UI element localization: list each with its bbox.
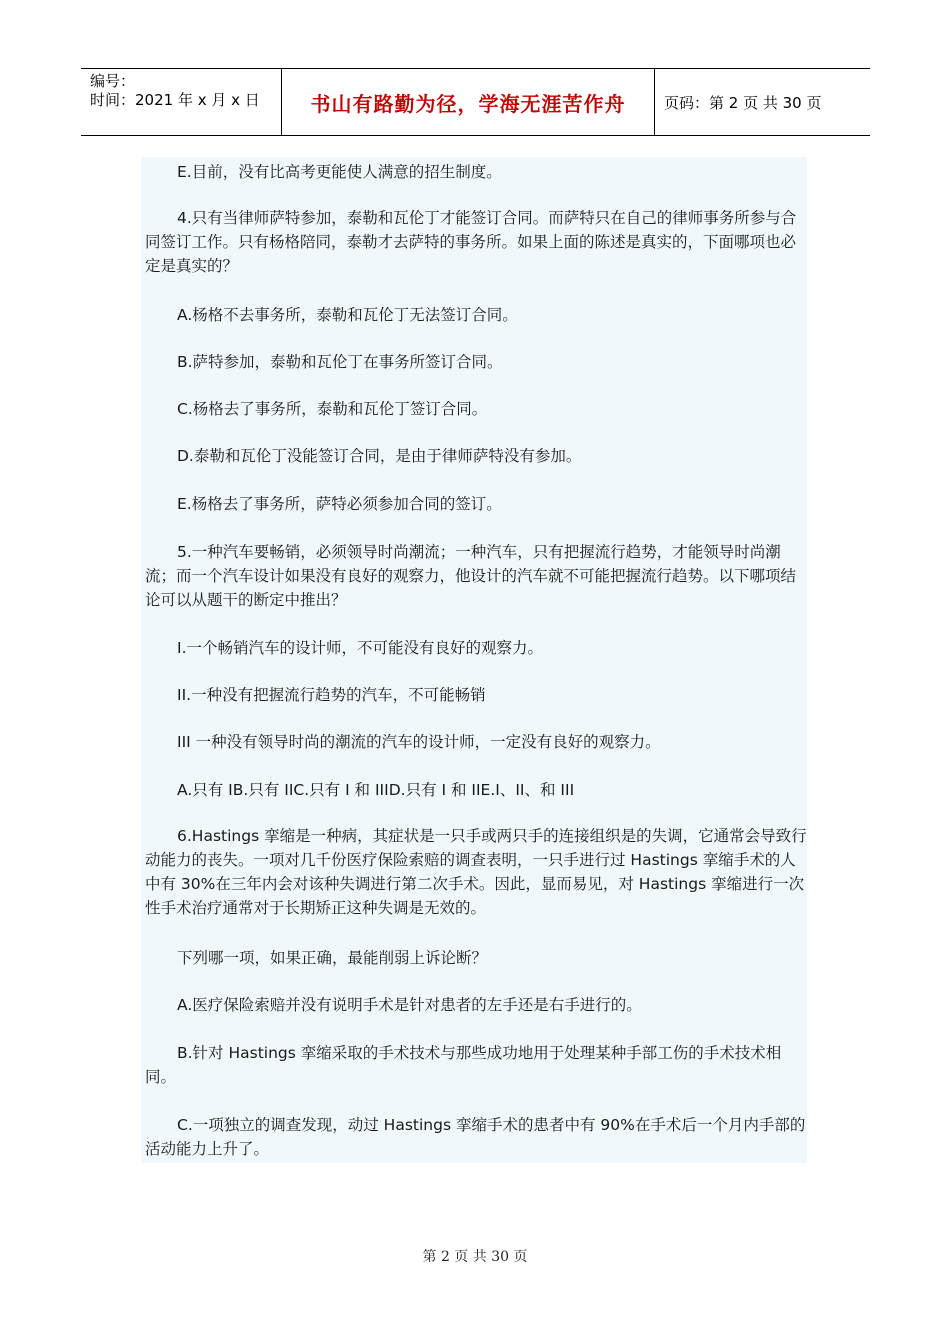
paragraph: III 一种没有领导时尚的潮流的汽车的设计师，一定没有良好的观察力。	[177, 733, 661, 751]
paragraph: C.一项独立的调查发现，动过 Hastings 挛缩手术的患者中有 90%在手术后一个月内手部的活动能力上升了。	[145, 1116, 806, 1158]
paragraph: A.只有 IB.只有 IIC.只有 I 和 IIID.只有 I 和 IIE.I、II、和 III	[177, 781, 575, 799]
header-motto-cell	[281, 69, 655, 135]
page-info: 页码：第 2 页 共 30 页	[664, 93, 822, 112]
code-label: 编号：	[90, 72, 136, 90]
page-header	[81, 68, 870, 136]
header-left-cell	[81, 69, 281, 135]
paragraph: B.萨特参加，泰勒和瓦伦丁在事务所签订合同。	[177, 353, 503, 371]
paragraph: E.杨格去了事务所，萨特必须参加合同的签订。	[177, 495, 502, 513]
paragraph: 下列哪一项，如果正确，最能削弱上诉论断？	[177, 949, 488, 967]
date-line: 时间：2021 年 x 月 x 日	[90, 91, 260, 109]
paragraph: D.泰勒和瓦伦丁没能签订合同，是由于律师萨特没有参加。	[177, 447, 582, 465]
header-page-cell	[655, 69, 870, 135]
paragraph: 5.一种汽车要畅销，必须领导时尚潮流；一种汽车，只有把握流行趋势，才能领导时尚潮流；而一个汽车设计如果没有良好的观察力，他设计的汽车就不可能把握流行趋势。以下哪项结论可以从题干的断定中推出？	[145, 543, 797, 609]
paragraph: A.医疗保险索赔并没有说明手术是针对患者的左手还是右手进行的。	[177, 996, 642, 1014]
paragraph: I.一个畅销汽车的设计师，不可能没有良好的观察力。	[177, 639, 544, 657]
motto-text: 书山有路勤为径，学海无涯苦作舟	[310, 91, 626, 116]
paragraph: 6.Hastings 挛缩是一种病，其症状是一只手或两只手的连接组织是的失调，它通常会导致行动能力的丧失。一项对几千份医疗保险索赔的调查表明，一只手进行过 Hastings 挛缩手术的人中有 30%在三年内会对该种失调进行第二次手术。因此，显而易见，对 Hastings 挛缩进行一次性手术治疗通常对于长期矫正这种失调是无效的。	[145, 827, 807, 917]
document-body	[141, 157, 807, 1163]
paragraph: 4.只有当律师萨特参加，泰勒和瓦伦丁才能签订合同。而萨特只在自己的律师事务所参与合同签订工作。只有杨格陪同，泰勒才去萨特的事务所。如果上面的陈述是真实的，下面哪项也必定是真实的？	[145, 209, 797, 275]
paragraph: A.杨格不去事务所，泰勒和瓦伦丁无法签订合同。	[177, 306, 518, 324]
paragraph: B.针对 Hastings 挛缩采取的手术技术与那些成功地用于处理某种手部工伤的手术技术相同。	[145, 1044, 782, 1086]
paragraph: E.目前，没有比高考更能使人满意的招生制度。	[177, 163, 502, 181]
paragraph: C.杨格去了事务所，泰勒和瓦伦丁签订合同。	[177, 400, 488, 418]
paragraph: II.一种没有把握流行趋势的汽车，不可能畅销	[177, 686, 486, 704]
page-footer: 第 2 页 共 30 页	[422, 1249, 528, 1265]
